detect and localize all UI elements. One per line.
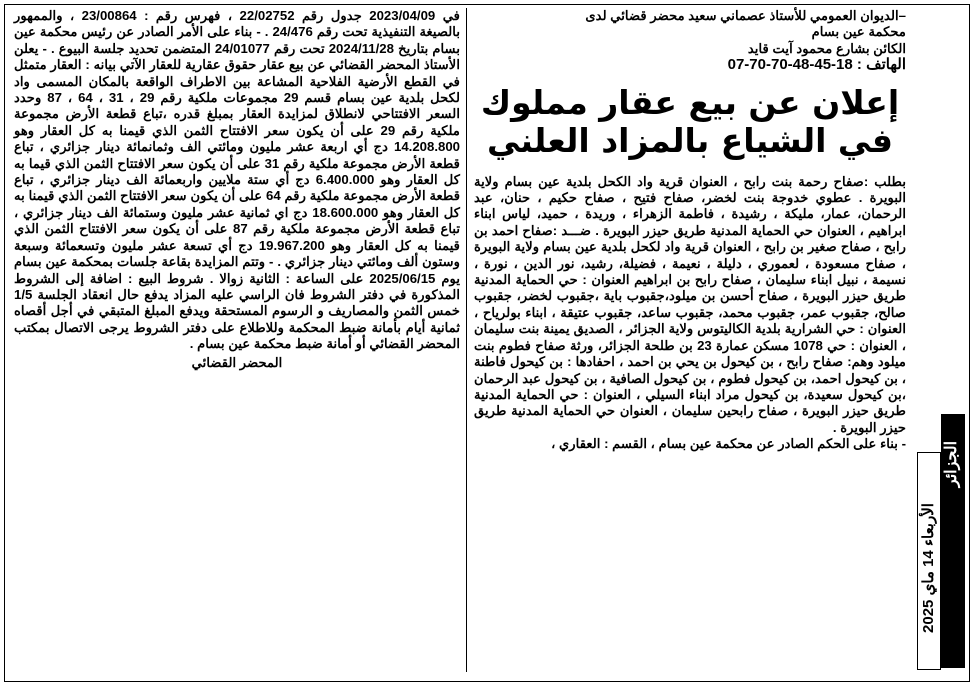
- header-phone: الهاتف : 18-45-48-70-70-07: [727, 56, 906, 74]
- office-header: [474, 8, 906, 74]
- header-line-1: –الديوان العمومي للأستاذ عصماني سعيد محضر قضائي لدى: [585, 8, 906, 23]
- column-divider: [466, 8, 467, 672]
- right-body-text: بطلب :صفاح رحمة بنت رابح ، العنوان قرية واد الكحل بلدية عين بسام ولاية البويرة . عطوي خدوجة بنت لخضر، صفاح فتيح ، صفاح حكيم ، حنان، عبد الرحمان، عمار، مليكة ، رشيدة ، فاطمة الزهراء ، وريدة ، حميد، لياس ابناء ابراهيم ، العنوان حي الحماية المدنية طريق حيزر البويرة . ضـــد :صفاح احمد بن رابح ، صفاح صغير بن رابح ، العنوان قرية واد لكحل بلدية عين بسام ولاية البويرة ، صفاح مسعودة ، لعموري ، دليلة ، نعيمة ، فضيلة، رشيد، نور الدين ، نورة ، نسيمة ، نبيل ابناء سليمان ، صفاح رابح بن ابراهيم العنوان : حي الحماية المدنية طريق حيزر البويرة ، صفاح أحسن بن ميلود،جقبوب باية ،جقبوب لخضر، جقبوب صالح، جقبوب عمر، جقبوب محمد، جقبوب ساعد، جقبوب عتيقة ، ابناء بولرياح ، العنوان : حي الشرارية بلدية الكاليتوس ولاية الجزائر ، الصديق يمينة بنت سليمان ، العنوان : حي 1078 مسكن عمارة 23 بن طلحة الجزائر، ورثة صفاح فطوم بنت ميلود وهم: صفاح رابح ، بن كيحول بن يحي بن احمد ، احفادها : بن كيحول فاطنة ، بن كيحول احمد، بن كيحول فطوم ، بن كيحول الصافية ، بن كيحول عبد الرحمان ،بن كيحول سعيدة، بن كيحول مراد ابناء السيلي ، العنوان : حي الحماية المدنية طريق حيزر البويرة ، صفاح رابحين سليمان ، العنوان حي الحماية المدنية طريق حيزر البويرة .: [474, 173, 906, 435]
- right-column: [474, 8, 906, 670]
- signature: المحضر القضائي: [191, 354, 283, 370]
- left-column: [14, 8, 460, 670]
- closing-line: - بناء على الحكم الصادر عن محكمة عين بسام ، القسم : العقاري ،: [551, 436, 906, 452]
- left-body-text: في 2023/04/09 جدول رقم 22/02752 ، فهرس رقم : 23/00864 ، والممهور بالصيغة التنفيذية تحت رقم 24/476 . - بناء على الأمر الصادر عن رئيس محكمة عين بسام بتاريخ 2024/11/28 تحت رقم 24/01077 المتضمن تحديد جلسة البيوع . - يعلن الأستاذ المحضر القضائي عن بيع عقار حقوق عقارية للعقار الآتي بيانه : العقار متمثل في القطع الأرضية الفلاحية المشاعة بين الاطراف الواقعة بالمكان المسمى واد لكحل بلدية عين بسام قسم 29 مجموعات ملكية رقم 29 ، 31 ، 64 ، 87 وحدد السعر الافتتاحي لانطلاق لمزايدة العقار بمبلغ قدره ،تباع قطعة الأرض مجموعة ملكية رقم 29 على أن يكون سعر الافتتاح الثمن الذي قيمنا به كل العقار وهو 14.208.800 دج أي اربعة عشر مليون ومائتي الف وثمانمائة دينار جزائري ، تباع قطعة الأرض مجموعة ملكية رقم 31 على أن يكون سعر الافتتاح الثمن الذي قيما به كل العقار وهو 6.400.000 دج أي ستة ملايين واربعمائة الف دينار جزائري ، تباع قطعة الأرض مجموعة ملكية رقم 64 على أن يكون سعر الافتتاح الثمن الذي قيمنا به كل العقار وهو 18.600.000 دج اي ثمانية عشر مليون وستمائة الف دينار جزائري ، تباع قطعة الأرض مجموعة ملكية رقم 87 على أن يكون سعر الافتتاح الثمن الذي قيمنا به كل العقار وهو 19.967.200 دج أي تسعة عشر مليون وتسعمائة وسبعة وستون ألف ومائتي دينار جزائري . - وتتم المزايدة بقاعة جلسات بمحكمة عين بسام يوم 2025/06/15 على الساعة : الثانية زوالا . شروط البيع : اضافة إلى الشروط المذكورة في دفتر الشروط فان الراسي عليه المزاد يدفع حال انعقاد الجلسة 1/5 خمس الثمن والمصاريف و الرسوم المستحقة ويدفع المبلغ المتبقي في أجل أقصاه ثمانية أيام بأمانة ضبط المحكمة وللاطلاع على دفتر الشروط يرجى الاتصال بمكتب المحضر القضائي أو أمانة ضبط محكمة عين بسام .: [14, 8, 461, 352]
- issue-date: الأربعاء 14 ماي 2025: [920, 503, 937, 633]
- headline: إعلان عن بيع عقار مملوك في الشياع بالمزاد العلني: [480, 82, 900, 160]
- paper-name: الجزائر: [941, 414, 965, 514]
- header-line-2: محكمة عين بسام: [811, 24, 906, 40]
- header-line-3: الكائن بشارع محمود آيت قايد: [747, 40, 906, 56]
